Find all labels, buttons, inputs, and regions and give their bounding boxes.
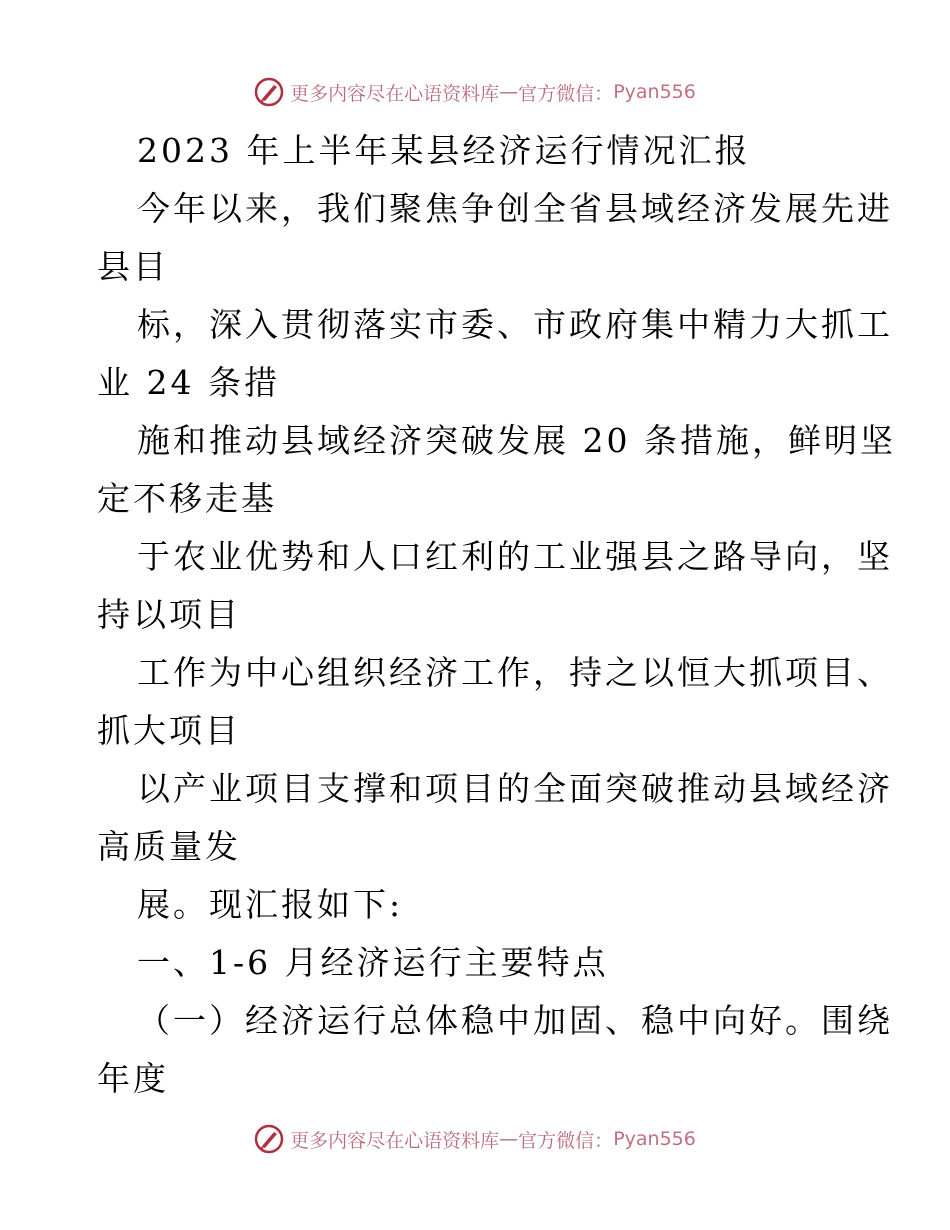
- document-line: 抓大项目: [97, 711, 241, 750]
- document-line: 高质量发: [97, 827, 241, 866]
- watermark-contact-label: 官方微信：: [518, 1129, 614, 1152]
- document-line: 今年以来，我们聚焦争创全省县域经济发展先进: [137, 189, 893, 228]
- footer-watermark: [0, 1119, 950, 1159]
- document-line: 工作为中心组织经济工作，持之以恒大抓项目、: [137, 653, 893, 692]
- document-line: 定不移走基: [97, 479, 277, 518]
- quill-pen-logo-icon: [254, 1124, 284, 1154]
- watermark-text: 更多内容尽在心语资料库: [290, 82, 500, 105]
- document-line: 2023 年上半年某县经济运行情况汇报: [137, 131, 751, 170]
- document-line: 年度: [97, 1059, 169, 1098]
- document-body: [97, 122, 896, 1108]
- document-line: 标，深入贯彻落实市委、市政府集中精力大抓工: [137, 305, 893, 344]
- watermark-wechat-id: Pyan556: [613, 81, 696, 103]
- document-line: 于农业优势和人口红利的工业强县之路导向，坚: [137, 537, 893, 576]
- document-line: 业 24 条措: [97, 363, 280, 402]
- document-line: 以产业项目支撑和项目的全面突破推动县域经济: [137, 769, 893, 808]
- watermark-separator: —: [499, 81, 519, 103]
- quill-pen-logo-icon: [254, 77, 284, 107]
- document-line: 持以项目: [97, 595, 241, 634]
- document-line: （一）经济运行总体稳中加固、稳中向好。围绕: [137, 1001, 893, 1040]
- watermark-contact-label: 官方微信：: [518, 82, 614, 105]
- watermark-text: 更多内容尽在心语资料库: [290, 1129, 500, 1152]
- document-line: 县目: [97, 247, 169, 286]
- document-line: 展。现汇报如下:: [137, 885, 404, 924]
- document-line: 施和推动县域经济突破发展 20 条措施，鲜明坚: [137, 421, 896, 460]
- watermark-wechat-id: Pyan556: [613, 1128, 696, 1150]
- header-watermark: [0, 72, 950, 112]
- watermark-separator: —: [499, 1128, 519, 1150]
- document-line: 一、1-6 月经济运行主要特点: [137, 943, 609, 982]
